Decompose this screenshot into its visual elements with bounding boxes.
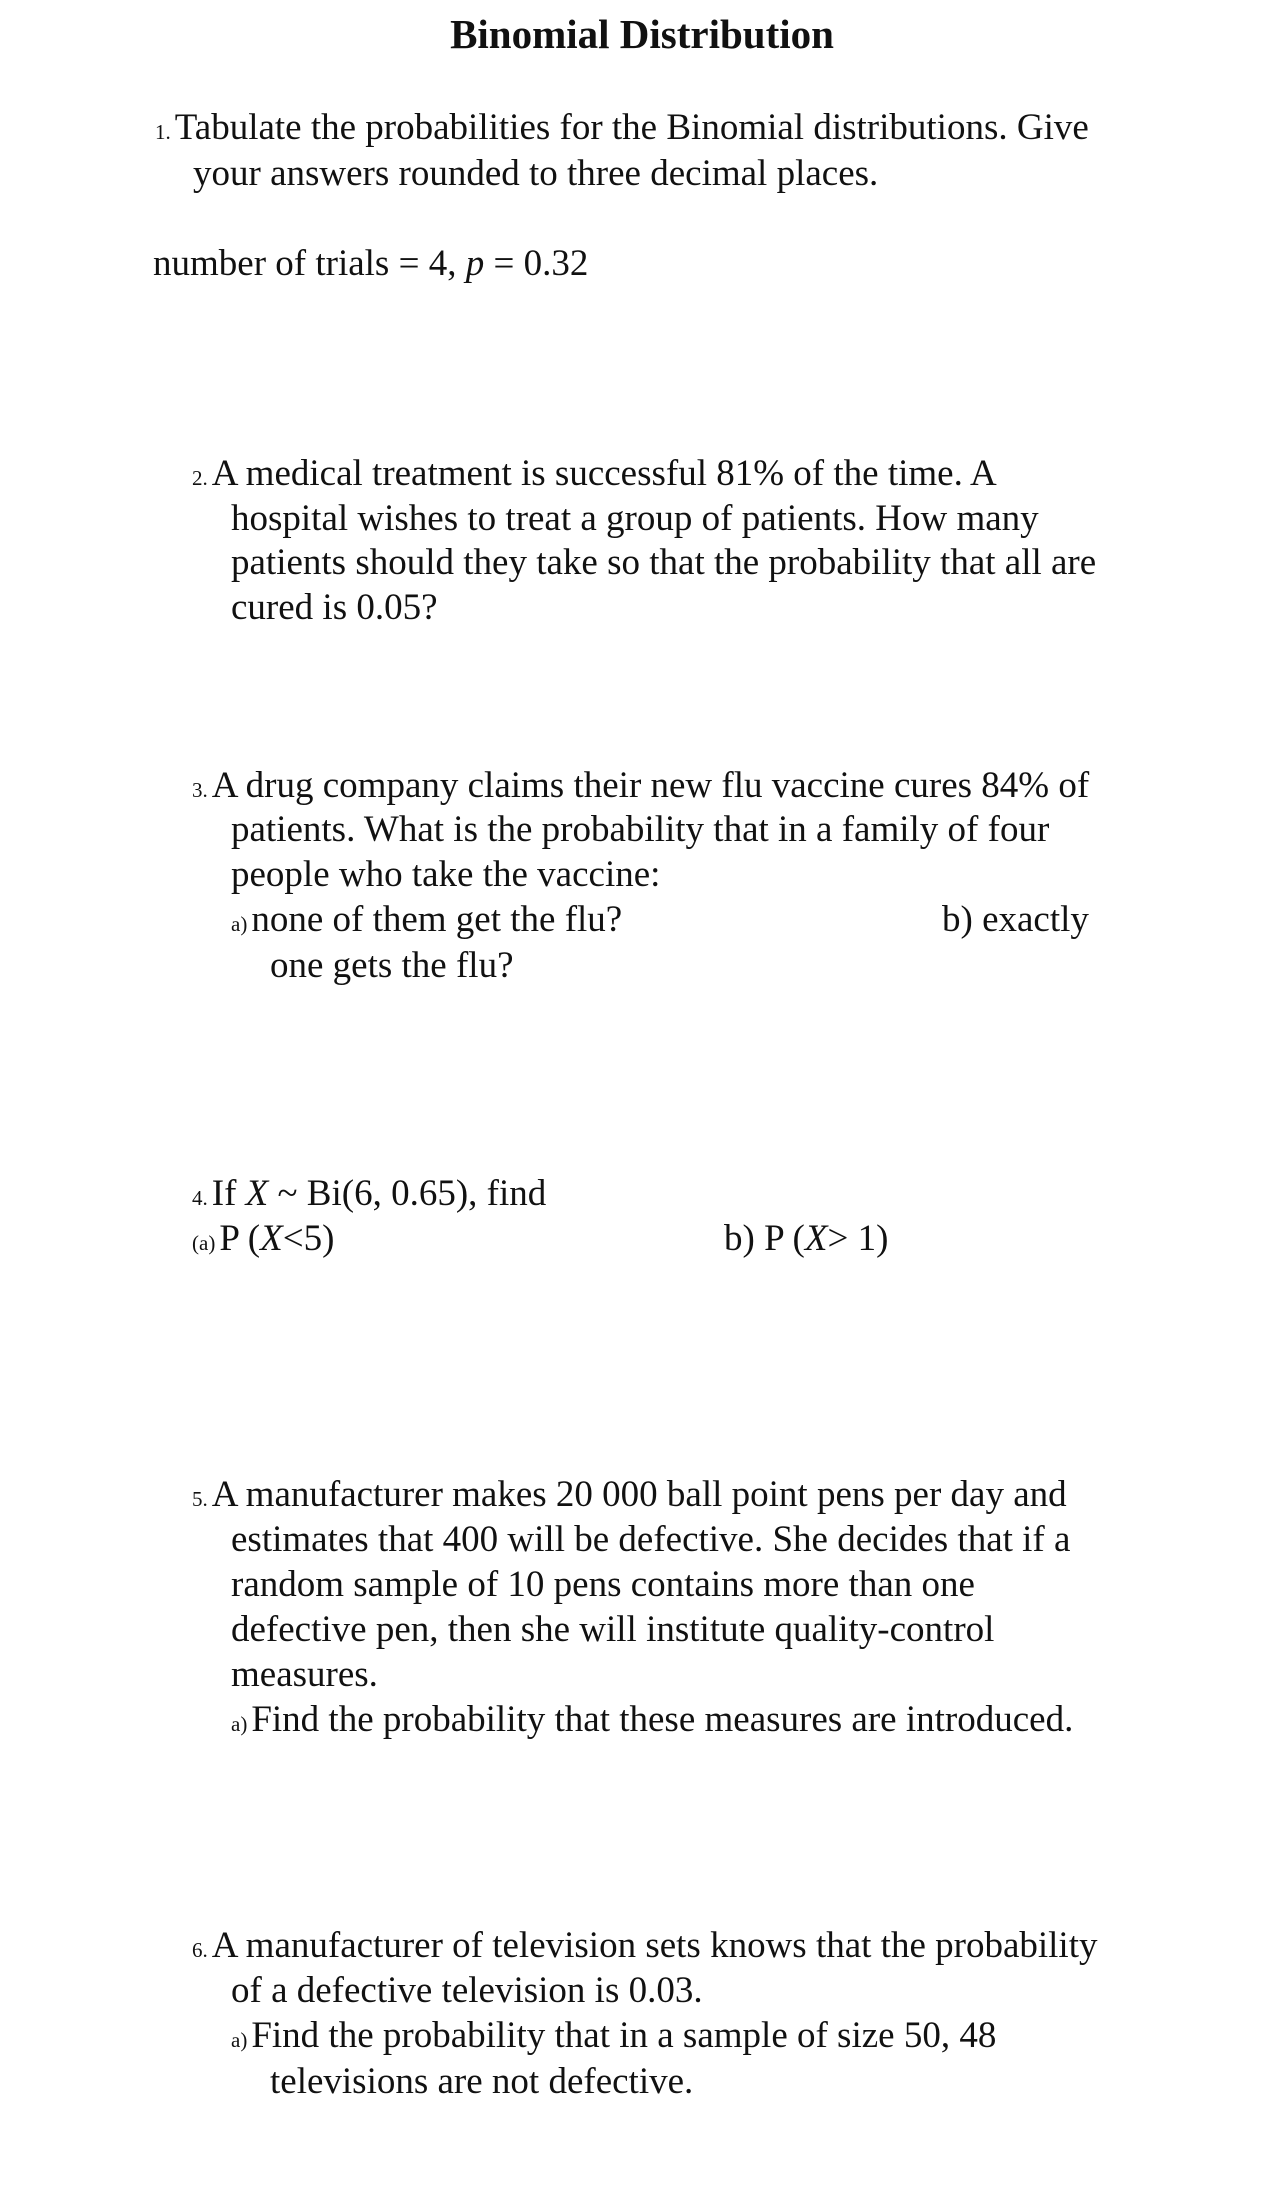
question-4-stem: 4. If X ~ Bi(6, 0.65), find [192,1173,547,1214]
question-2-line-1: 2. A medical treatment is successful 81% of the time. A [192,453,997,494]
question-3-part-b-continued: one gets the flu? [270,945,514,986]
question-4-part-b: b) P (X> 1) [724,1218,889,1259]
question-4-part-a: (a) P (X<5) [192,1218,335,1259]
question-number: 3. [192,778,208,802]
question-5-line-1: 5. A manufacturer makes 20 000 ball point pens per day and [192,1474,1067,1515]
question-text: Tabulate the probabilities for the Binomial distributions. Give [174,107,1089,148]
question-number: 2. [192,466,208,490]
question-6-part-a-continued: televisions are not defective. [270,2061,694,2102]
question-3-part-b: b) exactly [942,899,1089,940]
part-label: a) [231,1712,248,1736]
question-3-line-1: 3. A drug company claims their new flu vaccine cures 84% of [192,765,1090,806]
question-6-line-1: 6. A manufacturer of television sets knows that the probability [192,1925,1098,1966]
question-number: 4. [192,1186,208,1210]
question-3-line-3: people who take the vaccine: [231,854,661,895]
question-3-part-a: a) none of them get the flu? [231,899,623,940]
question-5-line-3: random sample of 10 pens contains more than one [231,1564,975,1605]
question-number: 5. [192,1487,208,1511]
question-6-part-a: a) Find the probability that in a sample of size 50, 48 [231,2015,997,2056]
question-number: 1. [155,120,171,144]
question-2-line-2: hospital wishes to treat a group of patients. How many [231,498,1039,539]
part-label: a) [231,2028,248,2052]
question-5-line-5: measures. [231,1654,378,1695]
part-label: a) [231,912,248,936]
question-1-line-1 [155,106,1089,154]
question-number: 6. [192,1938,208,1962]
question-5-line-4: defective pen, then she will institute quality-control [231,1609,995,1650]
question-2-line-4: cured is 0.05? [231,587,438,628]
part-label: (a) [192,1231,216,1255]
question-1-line-2: your answers rounded to three decimal places. [193,153,879,194]
question-1-parameters: number of trials = 4, p = 0.32 [153,243,589,284]
question-5-line-2: estimates that 400 will be defective. She decides that if a [231,1519,1071,1560]
question-5-part-a: a) Find the probability that these measures are introduced. [231,1699,1074,1740]
question-6-line-2: of a defective television is 0.03. [231,1970,703,2011]
question-3-line-2: patients. What is the probability that in a family of four [231,809,1050,850]
question-2-line-3: patients should they take so that the probability that all are [231,542,1097,583]
page-title: Binomial Distribution [450,11,834,57]
